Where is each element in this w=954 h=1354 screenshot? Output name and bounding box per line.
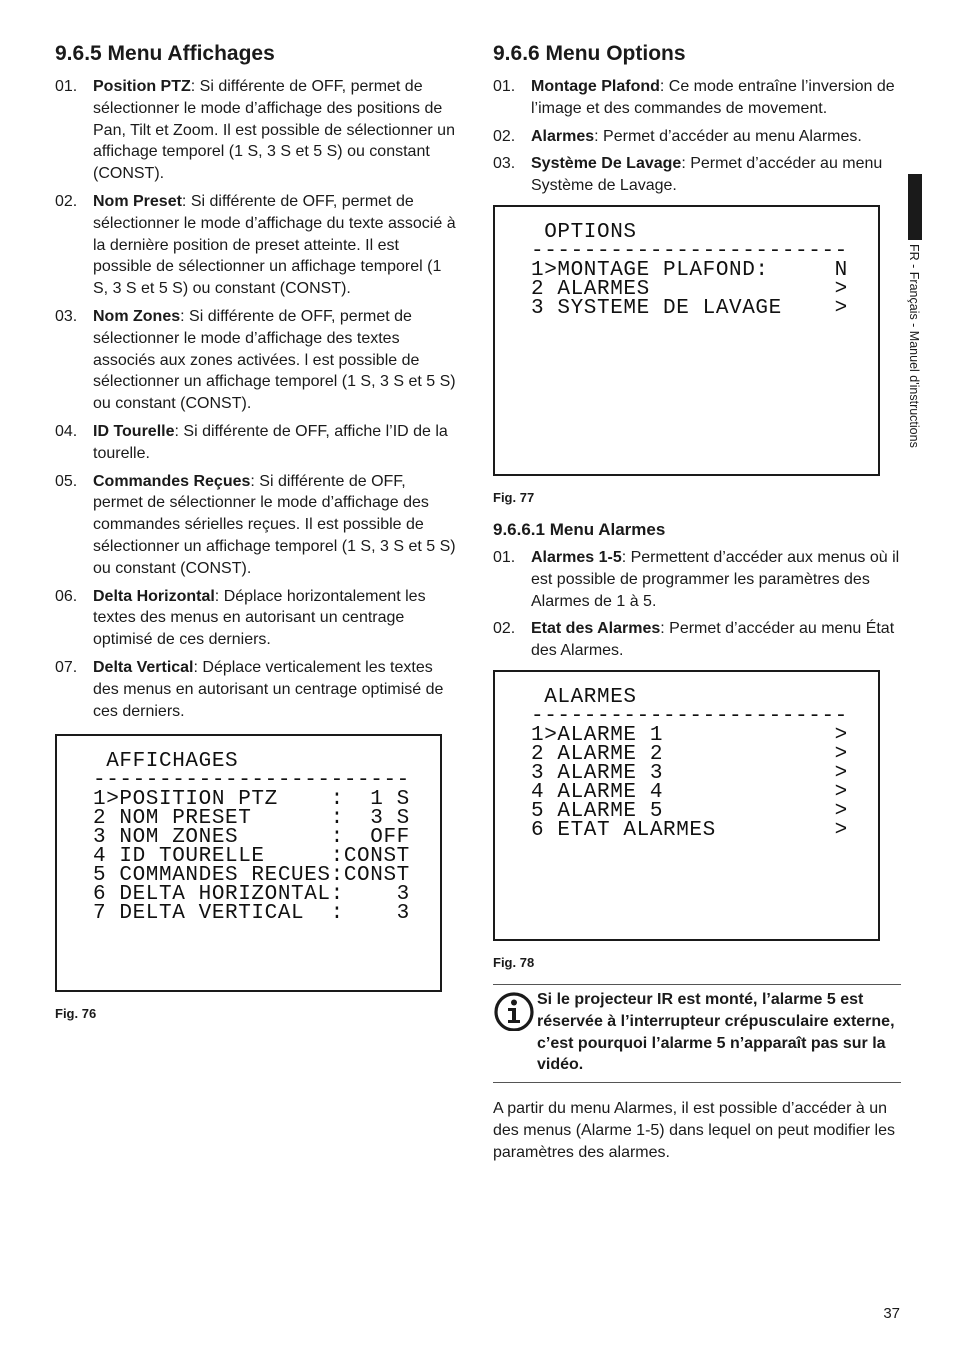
list-item: 04. ID Tourelle: Si différente de OFF, affiche l’ID de la tourelle. bbox=[55, 422, 448, 462]
info-note bbox=[493, 984, 901, 1083]
list-item: 02. Etat des Alarmes: Permet d’accéder au menu État des Alarmes. bbox=[493, 620, 895, 660]
body-paragraph: A partir du menu Alarmes, il est possible d’accéder à un des menus (Alarme 1-5) dans lequel on peut modifier les paramètres des alarmes. bbox=[493, 1100, 895, 1161]
list-item: 01. Montage Plafond: Ce mode entraîne l’inversion de l’image et des commandes de movement. bbox=[493, 78, 895, 117]
list-item: 02. Nom Preset: Si différente de OFF, permet de sélectionner le mode d’affichage du texte associé à la dernière position de preset atteinte. Il est possible de sélectionner un affichage temporel (1 S, 3 S et 5 S) ou constant (CONST). bbox=[55, 192, 456, 298]
list-item: 06. Delta Horizontal: Déplace horizontalement les textes des menus en autorisant un centrage optimisé de ces derniers. bbox=[55, 587, 426, 649]
section-heading-affichages: 9.6.5 Menu Affichages bbox=[55, 42, 275, 65]
left-column bbox=[55, 40, 457, 1021]
side-tab-label: FR - Français - Manuel d'instructions bbox=[907, 244, 921, 448]
list-item: 03. Système De Lavage: Permet d’accéder au menu Système de Lavage. bbox=[493, 155, 883, 195]
affichages-screen-text: AFFICHAGES ------------------------ 1>POSITION PTZ : 1 S 2 NOM PRESET : 3 S 3 NOM ZONES : OFF 4 ID TOURELLE :CONST 5 COMMANDES RECUES:CONST 6 DELTA HORIZONTAL: 3 7 DELTA VERTICAL : 3 bbox=[93, 750, 410, 926]
side-tab-bar bbox=[908, 174, 922, 240]
info-icon bbox=[493, 989, 535, 1031]
section-heading-options: 9.6.6 Menu Options bbox=[493, 42, 686, 65]
figure-caption: Fig. 76 bbox=[55, 1006, 97, 1022]
list-item: 07. Delta Vertical: Déplace verticalement les textes des menus en autorisant un centrage optimisé de ces derniers. bbox=[55, 658, 444, 720]
page-number: 37 bbox=[883, 1305, 900, 1322]
list-item: 02. Alarmes: Permet d’accéder au menu Alarmes. bbox=[493, 127, 862, 145]
list-item: 03. Nom Zones: Si différente de OFF, permet de sélectionner le mode d’affichage des textes associés aux zones activées. l est possible de sélectionner un affichage temporel (1 S, 3 S et 5 S) ou constant (CONST). bbox=[55, 307, 456, 413]
figure-caption: Fig. 77 bbox=[493, 489, 535, 505]
alarmes-list bbox=[493, 547, 901, 662]
right-column bbox=[493, 40, 901, 1164]
affichages-screen bbox=[55, 734, 442, 992]
options-screen-text: OPTIONS ------------------------ 1>MONTAGE PLAFOND: N 2 ALARMES > 3 SYSTEME DE LAVAGE > bbox=[531, 220, 848, 320]
alarmes-screen bbox=[493, 670, 880, 941]
list-item: 05. Commandes Reçues: Si différente de OFF, permet de sélectionner le mode d’affichage des commandes sérielles reçues. Il est possible de sélectionner un affichage temporel (1 S, 3 S et 5 S) ou constant (CONST). bbox=[55, 472, 456, 577]
options-screen bbox=[493, 205, 880, 476]
subsection-heading-alarmes: 9.6.6.1 Menu Alarmes bbox=[493, 519, 666, 539]
info-note-text: Si le projecteur IR est monté, l’alarme 5 est réservée à l’interrupteur crépusculaire externe, c’est pourquoi l’alarme 5 n’apparaît pas sur la vidéo. bbox=[537, 990, 895, 1074]
figure-caption: Fig. 78 bbox=[493, 954, 535, 970]
list-item: 01. Alarmes 1-5: Permettent d’accéder aux menus où il est possible de programmer les paramètres des Alarmes de 1 à 5. bbox=[493, 548, 900, 610]
alarmes-screen-text: ALARMES ------------------------ 1>ALARME 1 > 2 ALARME 2 > 3 ALARME 3 > 4 ALARME 4 > 5 ALARME 5 > 6 ETAT ALARMES > bbox=[531, 685, 848, 842]
list-item: 01. Position PTZ: Si différente de OFF, permet de sélectionner le mode d’affichage des positions de Pan, Tilt et Zoom. Il est possible de sélectionner un affichage temporel (1 S, 3 S et 5 S) ou constant (CONST). bbox=[55, 78, 455, 183]
options-list bbox=[493, 76, 901, 197]
affichages-list bbox=[55, 76, 457, 722]
